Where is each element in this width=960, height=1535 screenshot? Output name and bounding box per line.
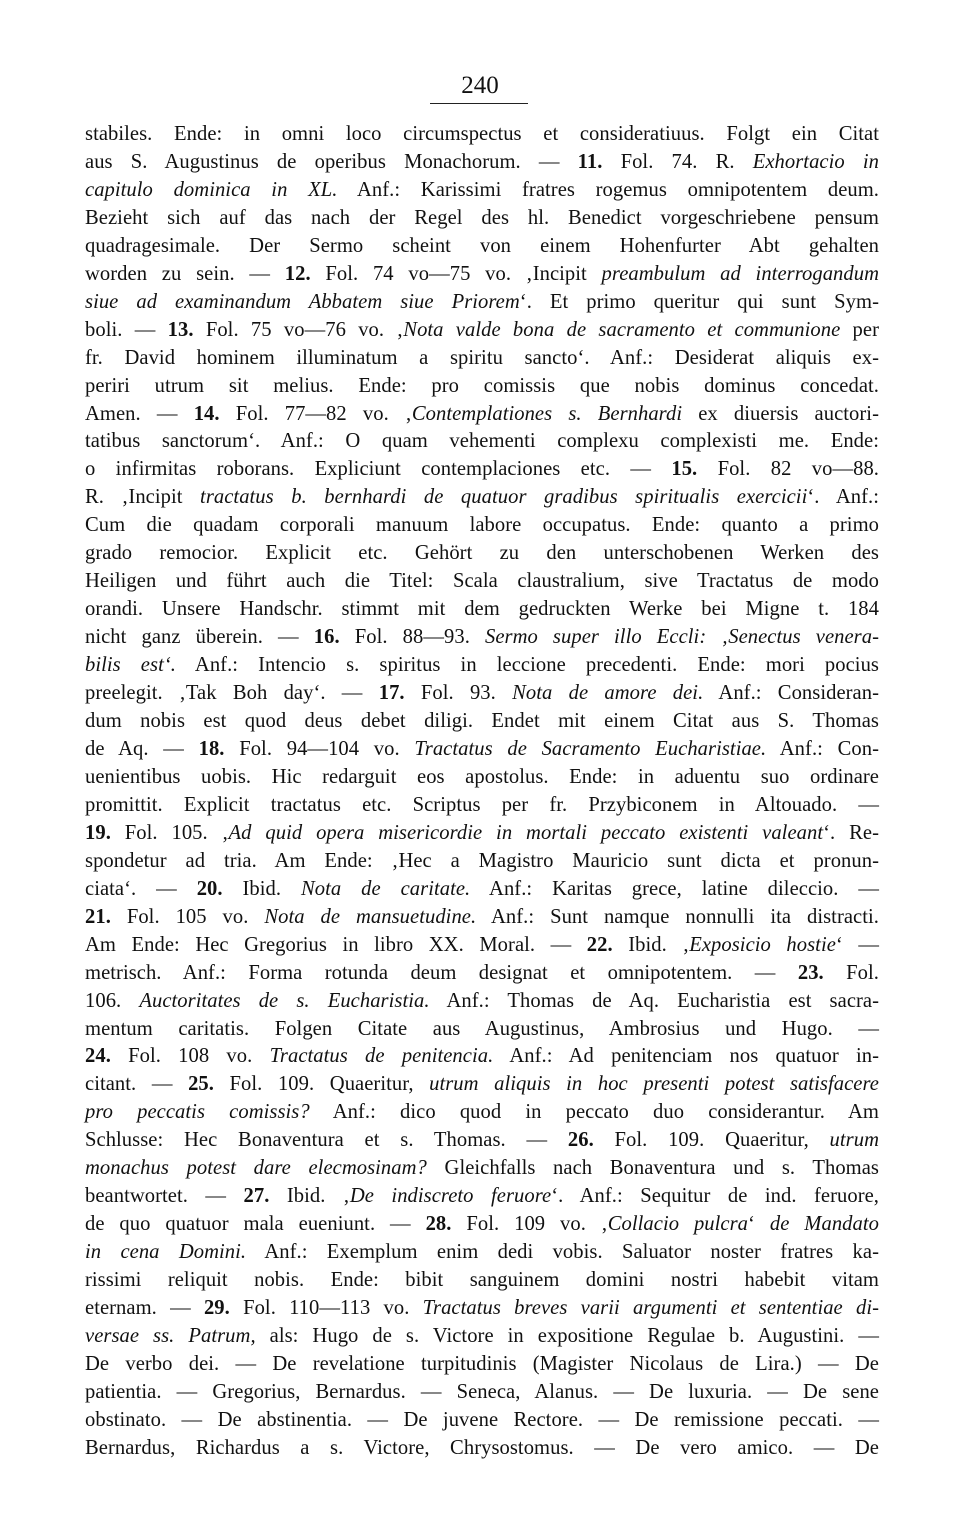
text-line: Am Ende: Hec Gregorius in libro XX. Moral. — 22. Ibid. ‚Exposicio hostie‘ — (85, 933, 879, 956)
text-line: bilis est‘. Anf.: Intencio s. spiritus in leccione precedenti. Ende: mori pocius (85, 654, 879, 677)
text-line: 106. Auctoritates de s. Eucharistia. Anf.: Thomas de Aq. Eucharistia est sacra- (85, 989, 880, 1012)
text-line: mentum caritatis. Folgen Citate aus Augustinus, Ambrosius und Hugo. — (85, 1017, 879, 1040)
text-line: in cena Domini. Anf.: Exemplum enim dedi vobis. Saluator noster fratres ka- (85, 1241, 880, 1264)
text-line: grado remocior. Explicit etc. Gehört zu den unterschobenen Werken des (85, 542, 879, 565)
text-line: spondetur ad tria. Am Ende: ‚Hec a Magistro Mauricio sunt dicta et pronun- (85, 849, 879, 872)
text-line: 24. Fol. 108 vo. Tractatus de penitencia. Anf.: Ad penitenciam nos quatuor in- (85, 1045, 880, 1068)
text-line: de Aq. — 18. Fol. 94—104 vo. Tractatus de Sacramento Eucharistiae. Anf.: Con- (85, 737, 879, 760)
body-text (85, 121, 879, 1463)
text-line: quadragesimale. Der Sermo scheint von einem Hohenfurter Abt gehalten (85, 234, 879, 257)
text-line: nicht ganz überein. — 16. Fol. 88—93. Sermo super illo Eccli: ‚Senectus venera- (85, 626, 879, 649)
text-line: tatibus sanctorum‘. Anf.: O quam vehementi complexu complexisti me. Ende: (85, 430, 879, 453)
text-line: worden zu sein. — 12. Fol. 74 vo—75 vo. ‚Incipit preambulum ad interrogandum (85, 262, 879, 285)
text-line: patientia. — Gregorius, Bernardus. — Seneca, Alanus. — De luxuria. — De sene (85, 1380, 879, 1403)
text-line: rissimi reliquit nobis. Ende: bibit sanguinem domini nostri habebit vitam (85, 1269, 879, 1292)
text-line: dum nobis est quod deus debet diligi. Endet mit einem Citat aus S. Thomas (85, 710, 879, 733)
text-line: Heiligen und führt auch die Titel: Scala claustralium, sive Tractatus de modo (85, 570, 879, 593)
text-line: monachus potest dare elecmosinam? Gleichfalls nach Bonaventura und s. Thomas (85, 1157, 879, 1180)
text-line: Amen. — 14. Fol. 77—82 vo. ‚Contemplationes s. Bernhardi ex diuersis auctori- (85, 402, 879, 425)
text-line: Schlusse: Hec Bonaventura et s. Thomas. — 26. Fol. 109. Quaeritur, utrum (85, 1129, 879, 1152)
text-line: Bernardus, Richardus a s. Victore, Chrysostomus. — De vero amico. — De (85, 1436, 879, 1459)
text-line: preelegit. ‚Tak Boh day‘. — 17. Fol. 93. Nota de amore dei. Anf.: Consideran- (85, 682, 880, 705)
text-line: promittit. Explicit tractatus etc. Scriptus per fr. Przybiconem in Altouado. — (85, 793, 879, 816)
page-number: 240 (461, 72, 499, 99)
text-line: obstinato. — De abstinentia. — De juvene Rectore. — De remissione peccati. — (85, 1408, 879, 1431)
text-line: ciata‘. — 20. Ibid. Nota de caritate. Anf.: Karitas grece, latine dileccio. — (85, 877, 880, 900)
text-line: eternam. — 29. Fol. 110—113 vo. Tractatus breves varii argumenti et sententiae di- (85, 1297, 879, 1320)
text-line: metrisch. Anf.: Forma rotunda deum designat et omnipotentem. — 23. Fol. (85, 961, 879, 984)
text-line: capitulo dominica in XL. Anf.: Karissimi fratres rogemus omnipotentem deum. (85, 178, 879, 201)
text-line: De verbo dei. — De revelatione turpitudinis (Magister Nicolaus de Lira.) — De (85, 1352, 879, 1375)
text-line: de quo quatuor mala eueniunt. — 28. Fol. 109 vo. ‚Collacio pulcra‘ de Mandato (85, 1213, 879, 1236)
text-line: aus S. Augustinus de operibus Monachorum. — 11. Fol. 74. R. Exhortacio in (85, 150, 879, 173)
text-line: pro peccatis comissis? Anf.: dico quod in peccato duo considerantur. Am (85, 1101, 880, 1124)
text-line: periri utrum sit melius. Ende: pro comissis que nobis dominus concedat. (85, 374, 879, 397)
text-line: 19. Fol. 105. ‚Ad quid opera misericordie in mortali peccato existenti valeant‘. Re- (85, 821, 879, 844)
text-line: fr. David hominem illuminatum a spiritu sancto‘. Anf.: Desiderat aliquis ex- (85, 346, 879, 369)
text-line: R. ‚Incipit tractatus b. bernhardi de quatuor gradibus spiritualis exercicii‘. Anf.: (85, 486, 879, 509)
text-line: 21. Fol. 105 vo. Nota de mansuetudine. Anf.: Sunt namque nonnulli ita distracti. (85, 905, 879, 928)
text-line: beantwortet. — 27. Ibid. ‚De indiscreto feruore‘. Anf.: Sequitur de ind. feruore, (85, 1185, 879, 1208)
text-line: o infirmitas roborans. Expliciunt contemplaciones etc. — 15. Fol. 82 vo—88. (85, 458, 879, 481)
text-line: orandi. Unsere Handschr. stimmt mit dem gedruckten Werke bei Migne t. 184 (85, 598, 879, 621)
text-line: siue ad examinandum Abbatem siue Priorem‘. Et primo queritur qui sunt Sym- (85, 290, 879, 313)
text-line: boli. — 13. Fol. 75 vo—76 vo. ‚Nota valde bona de sacramento et communione per (85, 318, 879, 341)
text-line: Cum die quadam corporali manuum labore occupatus. Ende: quanto a primo (85, 514, 879, 537)
text-line: Bezieht sich auf das nach der Regel des hl. Benedict vorgeschriebene pensum (85, 206, 879, 229)
text-line: stabiles. Ende: in omni loco circumspectus et consideratiuus. Folgt ein Citat (85, 123, 879, 145)
text-line: uenientibus uobis. Hic redarguit eos apostolus. Ende: in aduentu suo ordinare (85, 765, 879, 788)
page-number-rule (430, 103, 528, 104)
text-line: citant. — 25. Fol. 109. Quaeritur, utrum aliquis in hoc presenti potest satisfacere (85, 1073, 879, 1096)
text-line: versae ss. Patrum, als: Hugo de s. Victore in expositione Regulae b. Augustini. — (85, 1324, 879, 1347)
